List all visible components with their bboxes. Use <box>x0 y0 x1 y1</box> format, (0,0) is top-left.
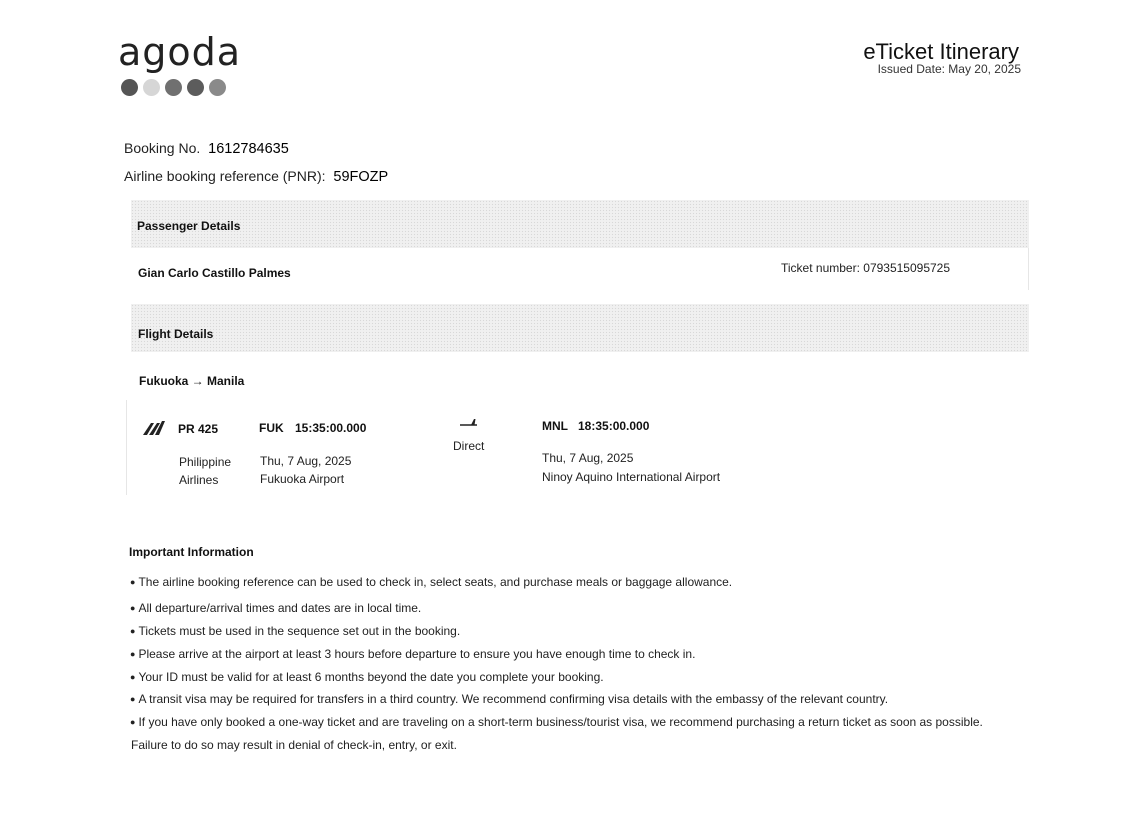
bullet-icon: ● <box>130 626 136 636</box>
info-item: ● All departure/arrival times and dates are in local time. <box>130 601 422 615</box>
flight-number: PR 425 <box>178 422 219 436</box>
ticket-number-row <box>781 261 950 275</box>
pnr-value: 59FOZP <box>333 169 389 185</box>
bullet-icon: ● <box>130 717 136 727</box>
logo-dot <box>187 79 204 96</box>
bullet-icon: ● <box>130 577 136 587</box>
logo-dot <box>121 79 138 96</box>
arrival-date: Thu, 7 Aug, 2025 <box>542 451 634 465</box>
stops-label: Direct <box>453 439 485 453</box>
departure-airport: Fukuoka Airport <box>260 472 345 486</box>
info-item: ● Your ID must be valid for at least 6 months beyond the date you complete your booking. <box>130 670 604 684</box>
passenger-name: Gian Carlo Castillo Palmes <box>138 266 291 280</box>
airline-name-line1: Philippine <box>179 455 232 469</box>
airline-name-line2: Airlines <box>179 473 219 487</box>
arrival-airport-code: MNL <box>542 419 568 433</box>
important-info-title: Important Information <box>129 545 254 559</box>
logo-dot <box>143 79 160 96</box>
info-item: ● If you have only booked a one-way ticket and are traveling on a short-term business/tourist visa, we recommend purchasing a return ticket as soon as possible. <box>130 715 983 729</box>
info-item: ● Please arrive at the airport at least 3 hours before departure to ensure you have enough time to check in. <box>130 647 696 661</box>
agoda-logo: agoda <box>118 30 242 74</box>
info-item: ● Tickets must be used in the sequence set out in the booking. <box>130 624 461 638</box>
info-item: ● A transit visa may be required for transfers in a third country. We recommend confirming visa details with the embassy of the relevant country. <box>130 692 889 706</box>
logo-dot <box>209 79 226 96</box>
divider <box>126 400 127 495</box>
booking-number-label: Booking No. <box>124 140 201 156</box>
plane-icon <box>460 414 478 432</box>
booking-number-value: 1612784635 <box>208 141 289 157</box>
ticket-number-value: 0793515095725 <box>863 261 951 275</box>
logo-dots <box>121 79 226 96</box>
flight-route: Fukuoka → Manila <box>139 374 245 388</box>
bullet-icon: ● <box>130 649 136 659</box>
bullet-icon: ● <box>130 603 136 613</box>
arrival-airport: Ninoy Aquino International Airport <box>542 470 721 484</box>
booking-number-row <box>124 140 289 157</box>
passenger-details-title: Passenger Details <box>137 219 241 233</box>
airline-logo-icon <box>143 421 165 440</box>
pnr-label: Airline booking reference (PNR): <box>124 168 326 184</box>
departure-time: 15:35:00.000 <box>295 421 367 435</box>
page-title: eTicket Itinerary <box>863 39 1019 64</box>
ticket-number-label: Ticket number: <box>781 261 860 275</box>
pnr-row <box>124 168 388 185</box>
arrival-time: 18:35:00.000 <box>578 419 650 433</box>
flight-details-header <box>131 304 1029 352</box>
bullet-icon: ● <box>130 694 136 704</box>
logo-dot <box>165 79 182 96</box>
flight-details-title: Flight Details <box>138 327 214 341</box>
departure-airport-code: FUK <box>259 421 284 435</box>
info-item: ● The airline booking reference can be used to check in, select seats, and purchase meals or baggage allowance. <box>130 575 733 589</box>
bullet-icon: ● <box>130 672 136 682</box>
passenger-details-header <box>131 200 1029 248</box>
issued-date: Issued Date: May 20, 2025 <box>877 62 1021 76</box>
info-item-continuation: Failure to do so may result in denial of check-in, entry, or exit. <box>131 738 457 752</box>
departure-date: Thu, 7 Aug, 2025 <box>260 454 352 468</box>
divider <box>1028 248 1029 290</box>
